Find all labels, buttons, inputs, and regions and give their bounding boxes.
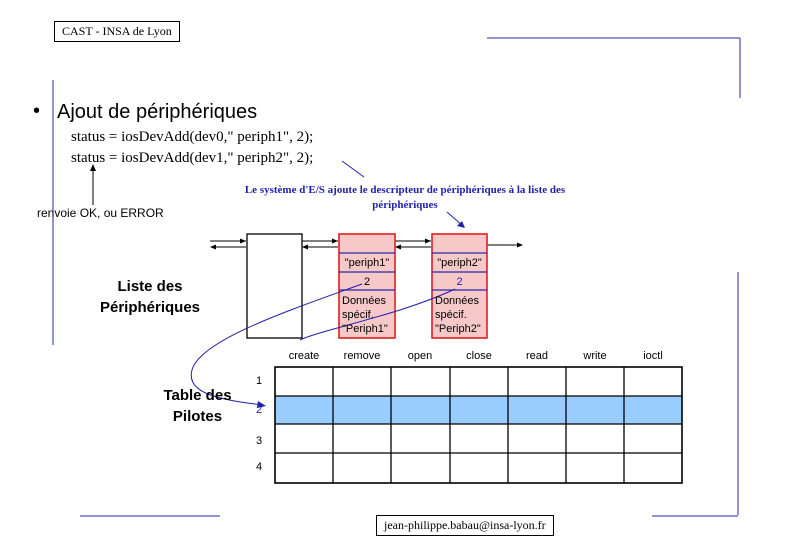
- device-list-label: [85, 276, 215, 318]
- column-header-close: close: [466, 350, 492, 362]
- periph2-data-line3: "Periph2": [435, 323, 481, 335]
- driver-table-label: [140, 385, 255, 427]
- periph1-data-line1: Données: [342, 295, 387, 307]
- device-list-label-line2: Périphériques: [99, 299, 201, 316]
- periph1-name: "periph1": [344, 257, 390, 269]
- slide-title: Ajout de périphériques: [57, 101, 258, 123]
- note-leader: [342, 161, 364, 177]
- row-number-3: 3: [255, 435, 263, 447]
- column-header-remove: remove: [343, 350, 381, 362]
- periph2-data: [435, 294, 481, 336]
- periph2-data-line1: Données: [435, 295, 480, 307]
- periph2-name: "periph2": [437, 257, 482, 269]
- row-number-1: 1: [255, 375, 263, 387]
- periph2-driver-index: 2: [456, 276, 463, 288]
- periph1-data: [342, 294, 388, 336]
- periph2-data-line2: spécif.: [435, 309, 467, 321]
- column-header-ioctl: ioctl: [643, 350, 663, 362]
- code-line-1: status = iosDevAdd(dev0," periph1", 2);: [71, 129, 314, 145]
- column-header-create: create: [288, 350, 320, 362]
- column-header-open: open: [407, 350, 433, 362]
- footer-email: jean-philippe.babau@insa-lyon.fr: [376, 515, 554, 536]
- device-list-label-line1: Liste des: [117, 278, 183, 295]
- driver-table-label-line1: Table des: [163, 387, 232, 404]
- column-header-read: read: [525, 350, 549, 362]
- list-head-node: [247, 234, 302, 338]
- periph1-data-line3: "Periph1": [342, 323, 388, 335]
- return-note: renvoie OK, ou ERROR: [37, 206, 164, 220]
- column-header-write: write: [583, 350, 607, 362]
- driver-table-grid: [275, 367, 682, 483]
- code-line-2: status = iosDevAdd(dev1," periph2", 2);: [71, 150, 314, 166]
- add-descriptor-note: Le système d'E/S ajoute le descripteur de périphériques à la liste des périphériques: [244, 184, 566, 211]
- periph1-data-line2: spécif.: [342, 309, 374, 321]
- row-number-4: 4: [255, 461, 263, 473]
- org-label: CAST - INSA de Lyon: [54, 21, 180, 42]
- bullet-dot: •: [33, 100, 41, 122]
- row-number-2: 2: [255, 404, 263, 416]
- driver-table-label-line2: Pilotes: [172, 408, 223, 425]
- periph1-driver-index: 2: [363, 276, 371, 288]
